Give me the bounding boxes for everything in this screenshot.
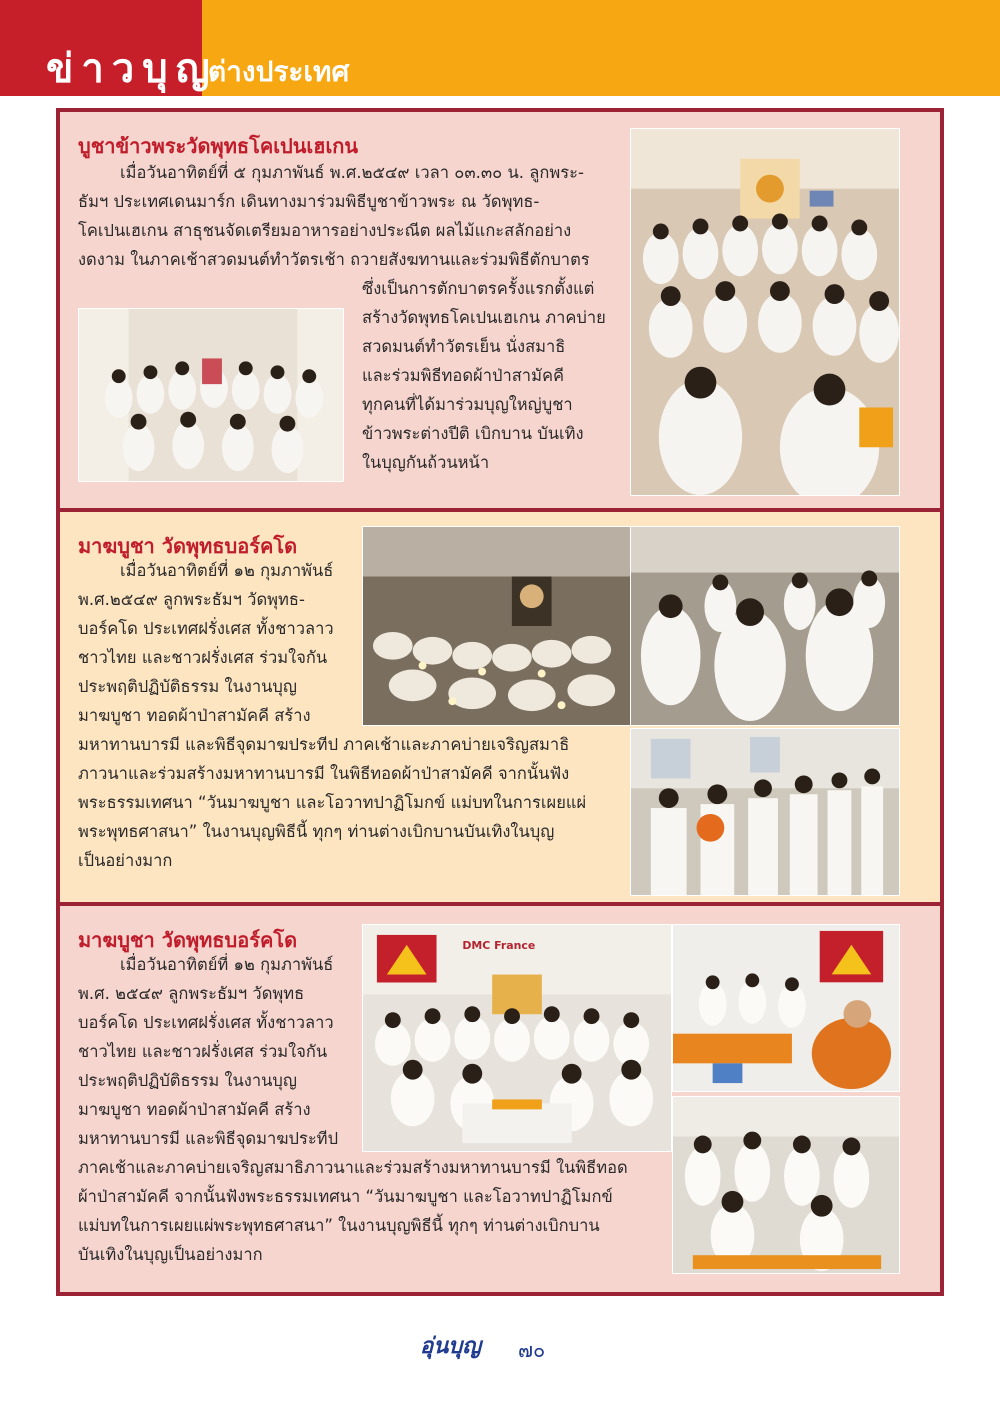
page-header <box>0 0 1000 96</box>
body-line: มาฆบูชา ทอดผ้าป่าสามัคคี สร้าง <box>78 1100 311 1119</box>
body-line: บอร์คโด ประเทศฝรั่งเศส ทั้งชาวลาว <box>78 619 334 638</box>
page-number: ๗๐ <box>518 1338 546 1362</box>
body-line: ทุกคนที่ได้มาร่วมบุญใหญ่บูชา <box>362 395 573 414</box>
body-line: ซึ่งเป็นการตักบาตรครั้งแรกตั้งแต่ <box>362 279 595 298</box>
body-line: พ.ศ. ๒๕๔๙ ลูกพระธัมฯ วัดพุทธ <box>78 984 305 1003</box>
article-body-bottom <box>78 1153 628 1269</box>
body-line: ในบุญกันถ้วนหน้า <box>362 453 490 472</box>
body-line: ประพฤติปฏิบัติธรรม ในงานบุญ <box>78 1071 297 1090</box>
body-line: บันเทิงในบุญเป็นอย่างมาก <box>78 1245 263 1264</box>
body-line: สวดมนต์ทำวัตรเย็น นั่งสมาธิ <box>362 337 566 356</box>
body-line: พ.ศ.๒๕๔๙ ลูกพระธัมฯ วัดพุทธ- <box>78 590 305 609</box>
header-subtitle: ต่างประเทศ <box>208 55 350 88</box>
banner-text: DMC France <box>462 938 536 952</box>
photo-procession <box>630 728 900 896</box>
article-copenhagen <box>56 108 944 512</box>
body-line: มหาทานบารมี และพิธีจุดมาฆประทีป <box>78 1129 339 1148</box>
body-line: ภาวนาและร่วมสร้างมหาทานบารมี ในพิธีทอดผ้าป่าสามัคคี จากนั้นฟัง <box>78 764 570 783</box>
body-line: เป็นอย่างมาก <box>78 851 173 870</box>
body-line: พระธรรมเทศนา “วันมาฆบูชา และโอวาทปาฏิโมกข์ แม่บทในการเผยแผ่ <box>78 793 587 812</box>
body-line: แม่บทในการเผยแผ่พระพุทธศาสนา” ในงานบุญพิธีนี้ ทุกๆ ท่านต่างเบิกบาน <box>78 1216 600 1235</box>
body-line: มาฆบูชา ทอดผ้าป่าสามัคคี สร้าง <box>78 706 311 725</box>
article-title: มาฆบูชา วัดพุทธบอร์คโด <box>78 534 298 558</box>
body-line: ผ้าป่าสามัคคี จากนั้นฟังพระธรรมเทศนา “วันมาฆบูชา และโอวาทปาฏิโมกข์ <box>78 1187 613 1206</box>
article-title: มาฆบูชา วัดพุทธบอร์คโด <box>78 928 298 952</box>
article-body-top <box>78 950 338 1153</box>
body-line: ชาวไทย และชาวฝรั่งเศส ร่วมใจกัน <box>78 648 328 667</box>
article-body-top <box>78 556 334 730</box>
body-line: และร่วมพิธีทอดผ้าป่าสามัคคี <box>362 366 565 385</box>
body-line: บอร์คโด ประเทศฝรั่งเศส ทั้งชาวลาว <box>78 1013 334 1032</box>
photo-monk <box>672 924 900 1092</box>
body-line: ชาวไทย และชาวฝรั่งเศส ร่วมใจกัน <box>78 1042 328 1061</box>
article-bordeaux-1 <box>56 512 944 906</box>
photo-hall-candles <box>362 526 632 726</box>
body-line: โคเปนเฮเกน สาธุชนจัดเตรียมอาหารอย่างประณีต ผลไม้แกะสลักอย่าง <box>78 221 572 240</box>
page-footer <box>420 1328 580 1368</box>
article-body-bottom <box>362 274 606 477</box>
article-body-top <box>78 158 590 274</box>
body-line: มหาทานบารมี และพิธีจุดมาฆประทีป ภาคเช้าและภาคบ่ายเจริญสมาธิ <box>78 735 570 754</box>
body-line: ข้าวพระต่างปีติ เบิกบาน บันเทิง <box>362 424 584 443</box>
photo-meditators <box>630 526 900 726</box>
photo-group-portrait <box>78 308 344 482</box>
body-line: ธัมฯ ประเทศเดนมาร์ก เดินทางมาร่วมพิธีบูชาข้าวพระ ณ วัดพุทธ- <box>78 192 540 211</box>
body-line: ภาคเช้าและภาคบ่ายเจริญสมาธิภาวนาและร่วมสร้างมหาทานบารมี ในพิธีทอด <box>78 1158 628 1177</box>
article-body-bottom <box>78 730 586 875</box>
photo-participants <box>672 1096 900 1274</box>
header-title: ข่าวบุญ <box>46 45 218 92</box>
body-line: เมื่อวันอาทิตย์ที่ ๑๒ กุมภาพันธ์ <box>120 955 334 974</box>
magazine-logo: อุ่นบุญ <box>420 1333 481 1359</box>
body-line: พระพุทธศาสนา” ในงานบุญพิธีนี้ ทุกๆ ท่านต่างเบิกบานบันเทิงในบุญ <box>78 822 555 841</box>
photo-dmc-group <box>362 924 672 1152</box>
body-line: เมื่อวันอาทิตย์ที่ ๕ กุมภาพันธ์ พ.ศ.๒๕๔๙ เวลา ๐๓.๓๐ น. ลูกพระ- <box>120 163 584 182</box>
body-line: งดงาม ในภาคเช้าสวดมนต์ทำวัตรเช้า ถวายสังฆทานและร่วมพิธีตักบาตร <box>78 250 590 269</box>
body-line: สร้างวัดพุทธโคเปนเฮเกน ภาคบ่าย <box>362 308 606 327</box>
article-title: บูชาข้าวพระวัดพุทธโคเปนเฮเกน <box>78 134 359 158</box>
body-line: เมื่อวันอาทิตย์ที่ ๑๒ กุมภาพันธ์ <box>120 561 334 580</box>
body-line: ประพฤติปฏิบัติธรรม ในงานบุญ <box>78 677 297 696</box>
photo-shrine-group <box>630 128 900 496</box>
article-bordeaux-2 <box>56 906 944 1296</box>
